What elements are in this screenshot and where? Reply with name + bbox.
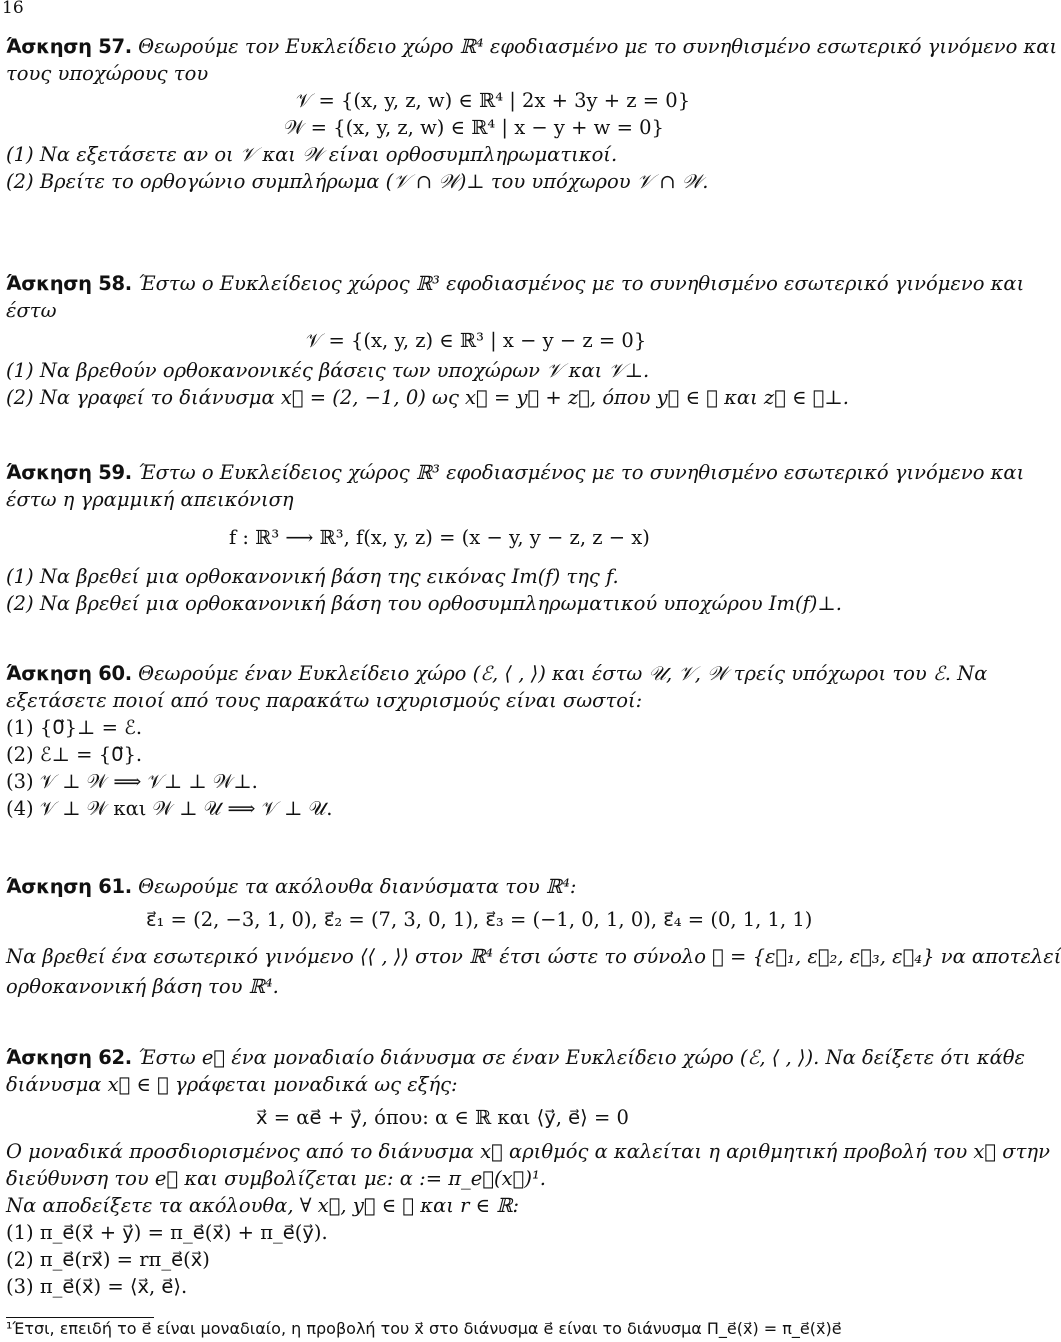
exercise-61 (6, 873, 1061, 1000)
exercise-62-line5: Να αποδείξετε τα ακόλουθα, ∀ x⃗, y⃗ ∈ ℰ και r ∈ ℝ: (6, 1194, 520, 1217)
exercise-57 (6, 33, 1058, 195)
exercise-60 (6, 660, 988, 822)
exercise-62-line4: διεύθυνση του e⃗ και συμβολίζεται με: α := π_e⃗(x⃗)¹. (6, 1167, 546, 1190)
exercise-57-line1: Θεωρούμε τον Ευκλείδειο χώρο ℝ⁴ εφοδιασμένο με το συνηθισμένο εσωτερικό γινόμενο και (138, 35, 1058, 58)
exercise-57-question-2: (2) Βρείτε το ορθογώνιο συμπλήρωμα (𝒱 ∩ 𝒲)⊥ του υπόχωρου 𝒱 ∩ 𝒲. (6, 170, 709, 193)
exercise-62-line3: Ο μοναδικά προσδιορισμένος από το διάνυσμα x⃗ αριθμός α καλείται η αριθμητική προβολή του x⃗ στην (6, 1140, 1050, 1163)
exercise-58-line1: Έστω ο Ευκλείδειος χώρος ℝ³ εφοδιασμένος με το συνηθισμένο εσωτερικό γινόμενο και (138, 272, 1025, 295)
exercise-59 (6, 459, 1025, 617)
exercise-58-equation: 𝒱 = {(x, y, z) ∈ ℝ³ | x − y − z = 0} (306, 329, 647, 352)
exercise-58-question-1: (1) Να βρεθούν ορθοκανονικές βάσεις των υποχώρων 𝒱 και 𝒱⊥. (6, 359, 650, 382)
exercise-62-line2: διάνυσμα x⃗ ∈ ℰ γράφεται μοναδικά ως εξής: (6, 1073, 458, 1096)
exercise-57-title: Άσκηση 57. (6, 35, 132, 58)
exercise-62 (6, 1044, 1050, 1300)
exercise-59-question-1: (1) Να βρεθεί μια ορθοκανονική βάση της εικόνας Im(f) της f. (6, 565, 619, 588)
exercise-58-line2: έστω (6, 299, 57, 322)
exercise-62-line1: Έστω e⃗ ένα μοναδιαίο διάνυσμα σε έναν Ευκλείδειο χώρο (ℰ, ⟨ , ⟩). Να δείξετε ότι κάθε (138, 1046, 1025, 1069)
exercise-58 (6, 270, 1025, 411)
exercise-57-line2: τους υποχώρους του (6, 62, 209, 85)
exercise-60-title: Άσκηση 60. (6, 662, 132, 685)
exercise-62-item-1: (1) π_e⃗(x⃗ + y⃗) = π_e⃗(x⃗) + π_e⃗(y⃗). (6, 1221, 328, 1244)
exercise-61-line1: Θεωρούμε τα ακόλουθα διανύσματα του ℝ⁴: (138, 875, 577, 898)
exercise-57-equation-w: 𝒲 = {(x, y, z, w) ∈ ℝ⁴ | x − y + w = 0} (284, 116, 664, 139)
exercise-57-equation-v: 𝒱 = {(x, y, z, w) ∈ ℝ⁴ | 2x + 3y + z = 0} (296, 89, 691, 112)
exercise-60-item-1: (1) {0⃗}⊥ = ℰ. (6, 716, 143, 739)
exercise-60-item-4: (4) 𝒱 ⊥ 𝒲 και 𝒲 ⊥ 𝒰 ⟹ 𝒱 ⊥ 𝒰. (6, 797, 333, 820)
exercise-59-line2: έστω η γραμμική απεικόνιση (6, 488, 294, 511)
footnote: ¹Έτσι, επειδή το e⃗ είναι μοναδιαίο, η προβολή του x⃗ στο διάνυσμα e⃗ είναι το διάνυσμα Π_e⃗(x⃗) = π_e⃗(x⃗)e⃗ (6, 1319, 842, 1338)
exercise-59-title: Άσκηση 59. (6, 461, 132, 484)
exercise-61-vectors: ε⃗₁ = (2, −3, 1, 0), ε⃗₂ = (7, 3, 0, 1), ε⃗₃ = (−1, 0, 1, 0), ε⃗₄ = (0, 1, 1, 1) (146, 908, 813, 931)
exercise-60-line2: εξετάσετε ποιοί από τους παρακάτω ισχυρισμούς είναι σωστοί: (6, 689, 643, 712)
exercise-61-line2: Να βρεθεί ένα εσωτερικό γινόμενο ⟨⟨ , ⟩⟩ στον ℝ⁴ έτσι ώστε το σύνολο ℬ = {ε⃗₁, ε⃗₂, ε⃗₃, ε⃗₄} να αποτελεί (6, 945, 1061, 968)
exercise-60-item-3: (3) 𝒱 ⊥ 𝒲 ⟹ 𝒱⊥ ⊥ 𝒲⊥. (6, 770, 258, 793)
exercise-60-item-2: (2) ℰ⊥ = {0⃗}. (6, 743, 143, 766)
exercise-60-line1: Θεωρούμε έναν Ευκλείδειο χώρο (ℰ, ⟨ , ⟩) και έστω 𝒰, 𝒱, 𝒲 τρείς υπόχωροι του ℰ. Να (138, 662, 988, 685)
exercise-62-item-3: (3) π_e⃗(x⃗) = ⟨x⃗, e⃗⟩. (6, 1275, 188, 1298)
exercise-58-question-2: (2) Να γραφεί το διάνυσμα x⃗ = (2, −1, 0) ως x⃗ = y⃗ + z⃗, όπου y⃗ ∈ 𝒱 και z⃗ ∈ 𝒱⊥. (6, 386, 849, 409)
exercise-59-equation: f : ℝ³ ⟶ ℝ³, f(x, y, z) = (x − y, y − z, z − x) (229, 526, 650, 549)
exercise-59-line1: Έστω ο Ευκλείδειος χώρος ℝ³ εφοδιασμένος με το συνηθισμένο εσωτερικό γινόμενο και (138, 461, 1025, 484)
exercise-62-equation: x⃗ = αe⃗ + y⃗, όπου: α ∈ ℝ και ⟨y⃗, e⃗⟩ = 0 (256, 1106, 629, 1129)
exercise-61-line3: ορθοκανονική βάση του ℝ⁴. (6, 975, 279, 998)
exercise-62-title: Άσκηση 62. (6, 1046, 132, 1069)
exercise-61-title: Άσκηση 61. (6, 875, 132, 898)
exercise-62-item-2: (2) π_e⃗(rx⃗) = rπ_e⃗(x⃗) (6, 1248, 210, 1271)
exercise-57-question-1: (1) Να εξετάσετε αν οι 𝒱 και 𝒲 είναι ορθοσυμπληρωματικοί. (6, 143, 618, 166)
page-number: 16 (2, 0, 24, 18)
exercise-59-question-2: (2) Να βρεθεί μια ορθοκανονική βάση του ορθοσυμπληρωματικού υποχώρου Im(f)⊥. (6, 592, 842, 615)
exercise-58-title: Άσκηση 58. (6, 272, 132, 295)
